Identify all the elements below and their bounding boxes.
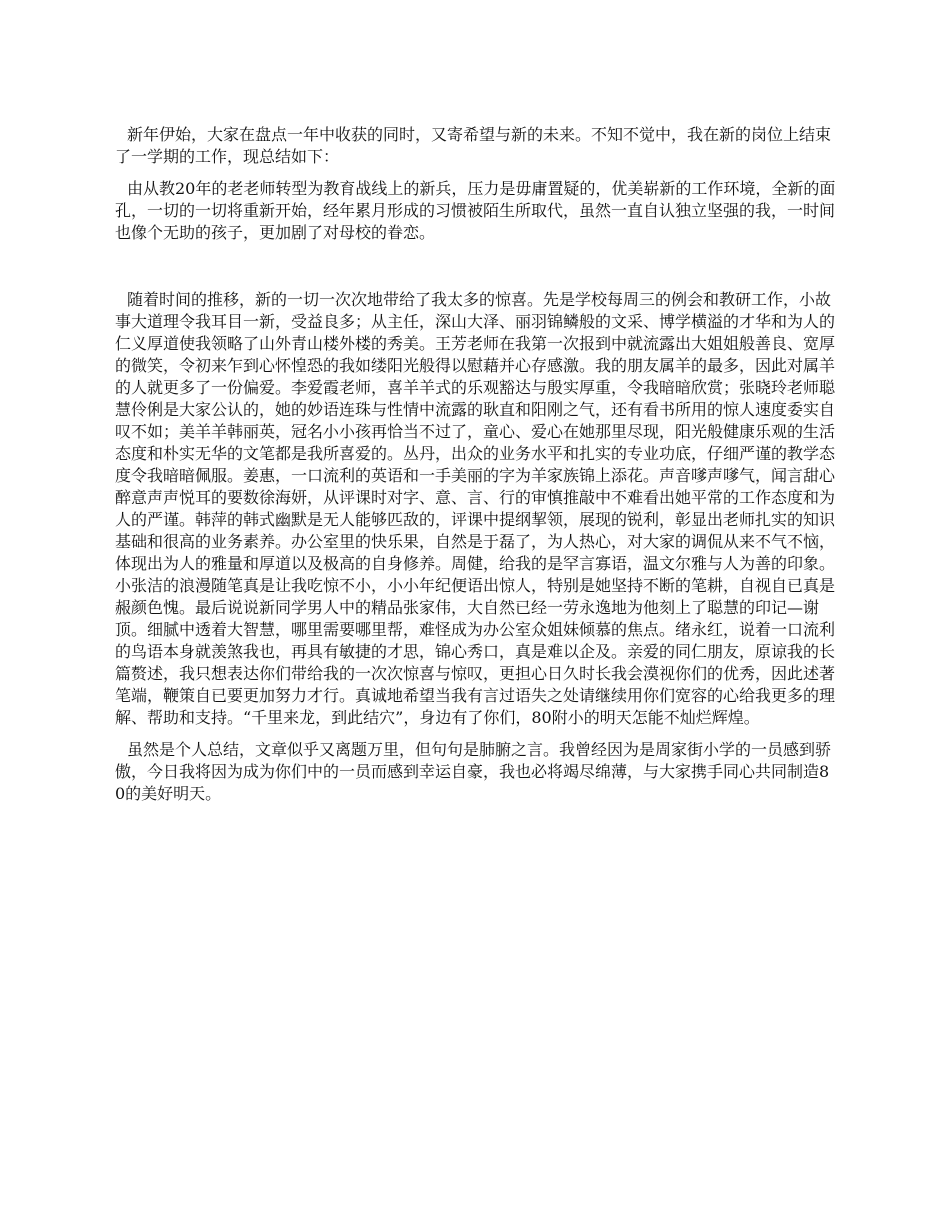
- intro-paragraph: 新年伊始，大家在盘点一年中收获的同时，又寄希望与新的未来。不知不觉中，我在新的岗位上结束了一学期的工作，现总结如下：: [115, 125, 832, 166]
- section-spacer: [115, 244, 839, 289]
- paragraph-spacer: [115, 729, 839, 739]
- paragraph-spacer: [115, 168, 839, 178]
- colleagues-paragraph: 随着时间的推移，新的一切一次次地带给了我太多的惊喜。先是学校每周三的例会和教研工作，小故事大道理令我耳目一新，受益良多；从主任，深山大泽、丽羽锦鳞般的文采、博学横溢的才华和为人的仁义厚道使我领略了山外青山楼外楼的秀美。王芳老师在我第一次报到中就流露出大姐姐般善良、宽厚的微笑，令初来乍到心怀惶恐的我如缕阳光般得以慰藉并心存感激。我的朋友属羊的最多，因此对属羊的人就更多了一份偏爱。李爱霞老师，喜羊羊式的乐观豁达与殷实厚重，令我暗暗欣赏；张晓玲老师聪慧伶俐是大家公认的，她的妙语连珠与性情中流露的耿直和阳刚之气，还有看书所用的惊人速度委实自叹不如；美羊羊韩丽英，冠名小小孩再恰当不过了，童心、爱心在她那里尽现，阳光般健康乐观的生活态度和朴实无华的文笔都是我所喜爱的。丛丹，出众的业务水平和扎实的专业功底，仔细严谨的教学态度令我暗暗佩服。姜惠，一口流利的英语和一手美丽的字为羊家族锦上添花。声音嗲声嗲气，闻言甜心醉意声声悦耳的要数徐海妍，从评课时对字、意、言、行的审慎推敲中不难看出她平常的工作态度和为人的严谨。韩萍的韩式幽默是无人能够匹敌的，评课中提纲挈领，展现的锐利，彰显出老师扎实的知识基础和很高的业务素养。办公室里的快乐果，自然是于磊了，为人热心，对大家的调侃从来不气不恼，体现出为人的雅量和厚道以及极高的自身修养。周健，给我的是罕言寡语，温文尔雅与人为善的印象。小张洁的浪漫随笔真是让我吃惊不小，小小年纪便语出惊人，特别是她坚持不断的笔耕，自视自已真是赧颜色愧。最后说说新同学男人中的精品张家伟，大自然已经一劳永逸地为他刻上了聪慧的印记—谢顶。细腻中透着大智慧，哪里需要哪里帮，难怪成为办公室众姐妹倾慕的焦点。绪永红，说着一口流利的鸟语本身就羡煞我也，再具有敏捷的才思，锦心秀口，真是难以企及。亲爱的同仁朋友，原谅我的长篇赘述，我只想表达你们带给我的一次次惊喜与惊叹，更担心日久时长我会漠视你们的优秀，因此述著笔端，鞭策自已要更加努力才行。真诚地希望当我有言过语失之处请继续用你们宽容的心给我更多的理解、帮助和支持。“千里来龙，到此结穴”，身边有了你们，80附小的明天怎能不灿烂辉煌。: [115, 290, 836, 727]
- transition-paragraph: 由从教20年的老老师转型为教育战线上的新兵，压力是毋庸置疑的，优美崭新的工作环境，全新的面孔，一切的一切将重新开始，经年累月形成的习惯被陌生所取代，虽然一直自认独立坚强的我，一时间也像个无助的孩子，更加剧了对母校的眷恋。: [115, 179, 836, 242]
- closing-paragraph: 虽然是个人总结，文章似乎又离题万里，但句句是肺腑之言。我曾经因为是周家街小学的一员感到骄傲，今日我将因为成为你们中的一员而感到幸运自豪，我也必将竭尽绵薄，与大家携手同心共同制造80的美好明天。: [115, 740, 832, 803]
- document-page: [115, 124, 839, 805]
